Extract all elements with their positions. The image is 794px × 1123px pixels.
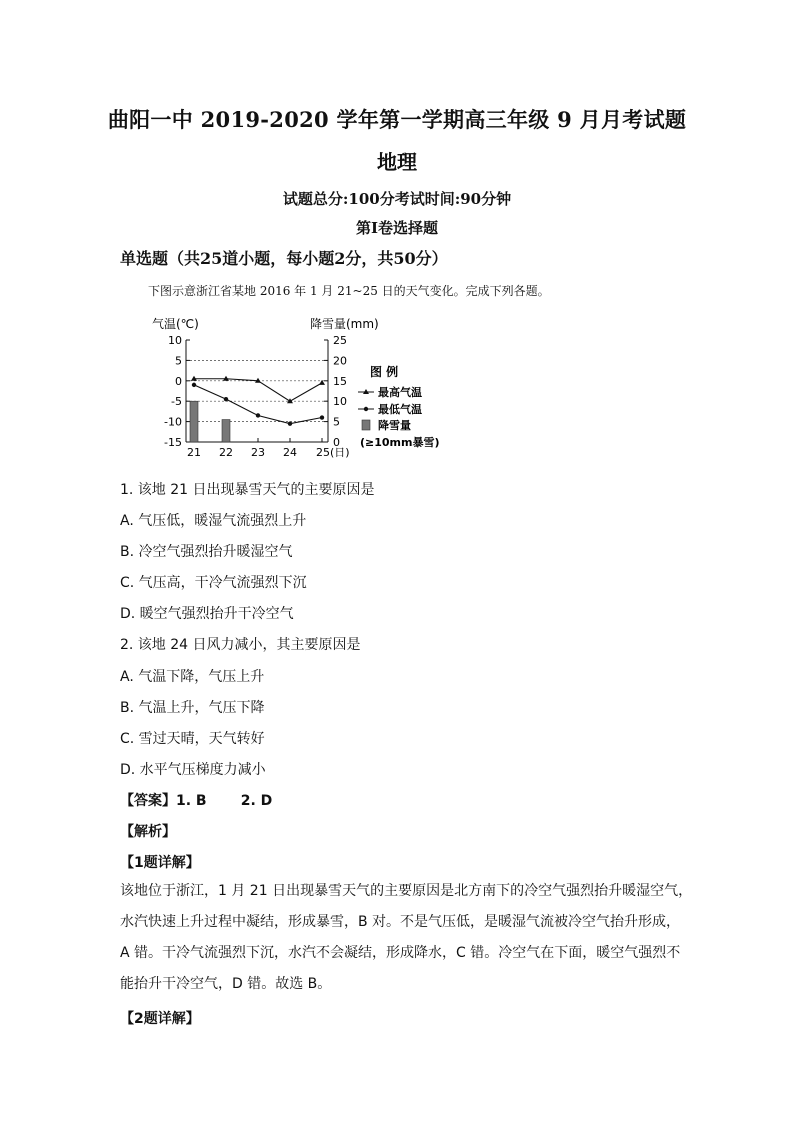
q2-option-c: C. 雪过天晴，天气转好 (120, 731, 265, 747)
question-intro: 下图示意浙江省某地 2016 年 1 月 21~25 日的天气变化。完成下列各题。 (148, 284, 550, 298)
q2-option-a: A. 气温下降，气压上升 (120, 669, 265, 685)
q1-option-d: D. 暖空气强烈抬升干冷空气 (120, 606, 294, 622)
volume-title: 第Ⅰ卷选择题 (355, 219, 439, 237)
x-tick-label: 22 (219, 446, 233, 459)
legend-min-label: 最低气温 (378, 403, 422, 416)
right-tick-label: 25 (333, 334, 347, 347)
legend-snow-label: 降雪量 (378, 419, 411, 432)
temp-lines (191, 376, 325, 426)
legend-snow-swatch (362, 420, 370, 430)
answer-label: 【答案】1. B 2. D (120, 793, 273, 809)
detail-2-label: 【2题详解】 (120, 1011, 200, 1027)
weather-chart-svg (148, 312, 458, 462)
q1-option-a: A. 气压低，暖湿气流强烈上升 (120, 513, 307, 529)
detail-1-text (120, 876, 693, 1000)
right-tick-label: 0 (333, 436, 340, 449)
q1-option-b: B. 冷空气强烈抬升暖湿空气 (120, 544, 293, 560)
min-temp-point (320, 415, 324, 419)
subject-title: 地理 (377, 150, 417, 174)
question-2: 2. 该地 24 日风力减小，其主要原因是 (120, 637, 361, 653)
legend-snow-note: (≥10mm暴雪) (360, 436, 440, 449)
detail-1-line: 水汽快速上升过程中凝结，形成暴雪，B 对。不是气压低，是暖湿气流被冷空气抬升形成， (120, 914, 681, 930)
max-temp-point (287, 398, 293, 403)
left-tick-label: 5 (175, 354, 182, 368)
left-tick-label: 0 (175, 374, 182, 388)
analysis-label: 【解析】 (120, 824, 176, 840)
x-tick-label: 24 (283, 446, 297, 459)
left-tick-label: -15 (164, 436, 182, 449)
x-tick-label: 21 (187, 446, 201, 459)
question-1: 1. 该地 21 日出现暴雪天气的主要原因是 (120, 482, 375, 498)
right-axis-label: 降雪量(mm) (310, 317, 379, 331)
legend-min-marker (364, 407, 368, 411)
exam-title: 曲阳一中 2019-2020 学年第一学期高三年级 9 月月考试题 (107, 107, 687, 132)
left-axis-label: 气温(℃) (152, 317, 199, 331)
snow-bar (222, 420, 230, 442)
right-tick-label: 20 (333, 354, 347, 368)
left-tick-label: 10 (168, 334, 182, 347)
snow-bar (190, 401, 198, 442)
detail-1-line: A 错。干冷气流强烈下沉，水汽不会凝结，形成降水，C 错。冷空气在下面，暖空气强烈不 (120, 945, 681, 961)
right-tick-label: 15 (333, 374, 347, 388)
x-tick-label: 25(日) (316, 446, 350, 459)
q2-option-b: B. 气温上升，气压下降 (120, 700, 265, 716)
right-tick-label: 10 (333, 395, 347, 409)
min-temp-point (224, 397, 228, 401)
q1-option-c: C. 气压高，干冷气流强烈下沉 (120, 575, 307, 591)
detail-1-label: 【1题详解】 (120, 855, 200, 871)
chart-legend (358, 364, 440, 449)
detail-1-line: 能抬升干冷空气，D 错。故选 B。 (120, 976, 332, 992)
legend-max-label: 最高气温 (378, 386, 422, 399)
exam-meta: 试题总分:100分考试时间:90分钟 (282, 190, 512, 208)
q2-option-d: D. 水平气压梯度力减小 (120, 762, 266, 778)
min-temp-point (256, 413, 260, 417)
legend-title: 图 例 (370, 365, 399, 379)
min-temp-point (192, 383, 196, 387)
left-tick-label: -5 (171, 395, 182, 409)
detail-1-line: 该地位于浙江，1 月 21 日出现暴雪天气的主要原因是北方南下的冷空气强烈抬升暖湿空气， (120, 883, 693, 899)
section-title: 单选题（共25道小题，每小题2分，共50分） (120, 249, 448, 268)
min-temp-point (288, 421, 292, 425)
x-tick-label: 23 (251, 446, 265, 459)
weather-chart (148, 312, 458, 462)
right-tick-label: 5 (333, 415, 340, 429)
min-temp-line (194, 385, 322, 424)
left-tick-label: -10 (164, 415, 182, 429)
